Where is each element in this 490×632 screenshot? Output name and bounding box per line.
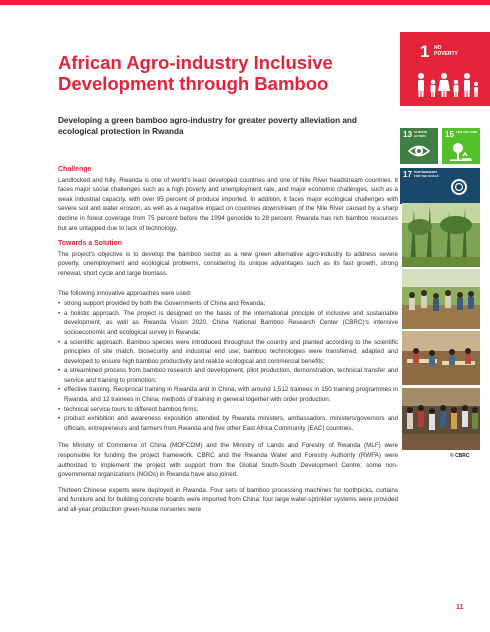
body-text-column: [58, 165, 398, 521]
sdg17-number: 17: [403, 170, 412, 179]
challenge-paragraph: Landlocked and hilly, Rwanda is one of world's least developed countries and one of Nile River headstream countries. It faces major social challenges such as a high poverty and unemployment rate, and major economic challenges, such as a weak industrial capacity, with over 95 percent of produce imported. In addition, it faces major ecological challenges with severe soil and water erosion, as well as a negative impact on countries downstream of the Nile River caused by a sharp decline in forest coverage from 75 percent before the 1994 genocide to 28 percent. Rwanda has rich bamboo resources but are untapped due to lack of technology.: [58, 176, 398, 232]
sdg1-label-line1: NO: [434, 45, 442, 51]
list-item: • product exhibition and awareness exposition attended by Rwanda ministers, ambassadors, ministers/governors and officials, entrepreneurs and farmers from Rwanda and five other East Africa Community (EAC) countries.: [58, 414, 398, 433]
experts-paragraph: Thirteen Chinese experts were deployed in Rwanda. Four sets of bamboo processing machines for toothpicks, curtains and furniture and for building concrete boards were imported from China; four large water-sprinkler systems were provided and all-year production green-house nurseries were: [58, 486, 398, 513]
sdg1-no-poverty-badge: [400, 32, 490, 106]
top-accent-bar: [0, 0, 490, 5]
page-title: African Agro-industry Inclusive Development through Bamboo: [58, 52, 333, 94]
eye-globe-icon: [408, 142, 430, 160]
list-item: • strong support provided by both the Governments of China and Rwanda;: [58, 299, 398, 309]
sdg13-number: 13: [403, 130, 412, 139]
approaches-list: [58, 299, 398, 433]
sdg1-number: 1: [420, 42, 430, 61]
sdg1-label-line2: POVERTY: [434, 51, 458, 57]
partnership-rings-icon: [448, 178, 470, 196]
sdg15-life-on-land-tile: [442, 128, 480, 164]
family-icon: [416, 72, 480, 98]
sdg13-climate-action-tile: [400, 128, 438, 164]
page-subtitle: Developing a green bamboo agro-industry for greater poverty alleviation and ecological protection in Rwanda: [58, 116, 357, 136]
photo-credit: © CBRC: [450, 453, 470, 459]
solution-heading: Towards a Solution: [58, 240, 123, 248]
list-item: • a holistic approach. The project is designed on the basis of the international principle of inclusive and sustainable development, as well as Rwanda Vision 2020, China National Bamboo Research Center (CBRC)'s intensive socioeconomic and ecological survey in Rwanda;: [58, 309, 398, 338]
sdg17-partnerships-tile: [400, 168, 480, 204]
list-item: • effective training. Reciprocal training in Rwanda and in China, with around 1,512 trainees in 150 training programmes in Rwanda, and 12 trainees in China; methods of training in general together with order production;: [58, 385, 398, 404]
challenge-heading: Challenge: [58, 166, 92, 173]
approaches-intro: The following innovative approaches were used:: [58, 289, 192, 297]
sdg15-label: LIFE ON LAND: [456, 130, 477, 134]
sdg1-label: [434, 45, 458, 57]
sdg15-number: 15: [445, 130, 454, 139]
photo-bamboo-workshop: [402, 331, 480, 385]
ministry-paragraph: The Ministry of Commerce of China (MOFCOM) and the Ministry of Lands and Forestry of Rwanda (MLF) were responsible for funding the project framework. CBRC and the Rwanda Water and Forestry Authority (RWFA) were authorized to implement the project with support from the Global South-South Development Centre; some non-governmental organizations (NGOs) in Rwanda have also joined.: [58, 442, 398, 479]
list-item: • a scientific approach. Bamboo species were introduced throughout the country and planted according to the scientific principles of site match, biosecurity and industrial end use; bamboo technologies were transferred, adapted and developed to ensure high bamboo productivity and realize ecological and commercial benefits;: [58, 338, 398, 367]
list-item: • technical service tours to different bamboo firms;: [58, 405, 398, 415]
tree-icon: [450, 142, 472, 162]
sdg13-label: CLIMATE ACTION: [414, 130, 428, 138]
list-item: • a streamlined process from bamboo research and development, pilot production, demonstration, technical transfer and service and training to promotion;: [58, 366, 398, 385]
page-number: 11: [456, 604, 464, 611]
solution-paragraph: The project's objective is to develop the bamboo sector as a new green alternative agro-industry to address severe poverty, unemployment and ecological problems, considering its unique advantages such as its fast growth, strong renewal, short cycle and large biomass.: [58, 250, 398, 277]
sdg17-label: PARTNERSHIPS FOR THE GOALS: [414, 170, 439, 178]
photo-training-group: [402, 388, 480, 450]
photo-field-group: [402, 269, 480, 329]
photo-bamboo-plantation: [402, 203, 480, 267]
